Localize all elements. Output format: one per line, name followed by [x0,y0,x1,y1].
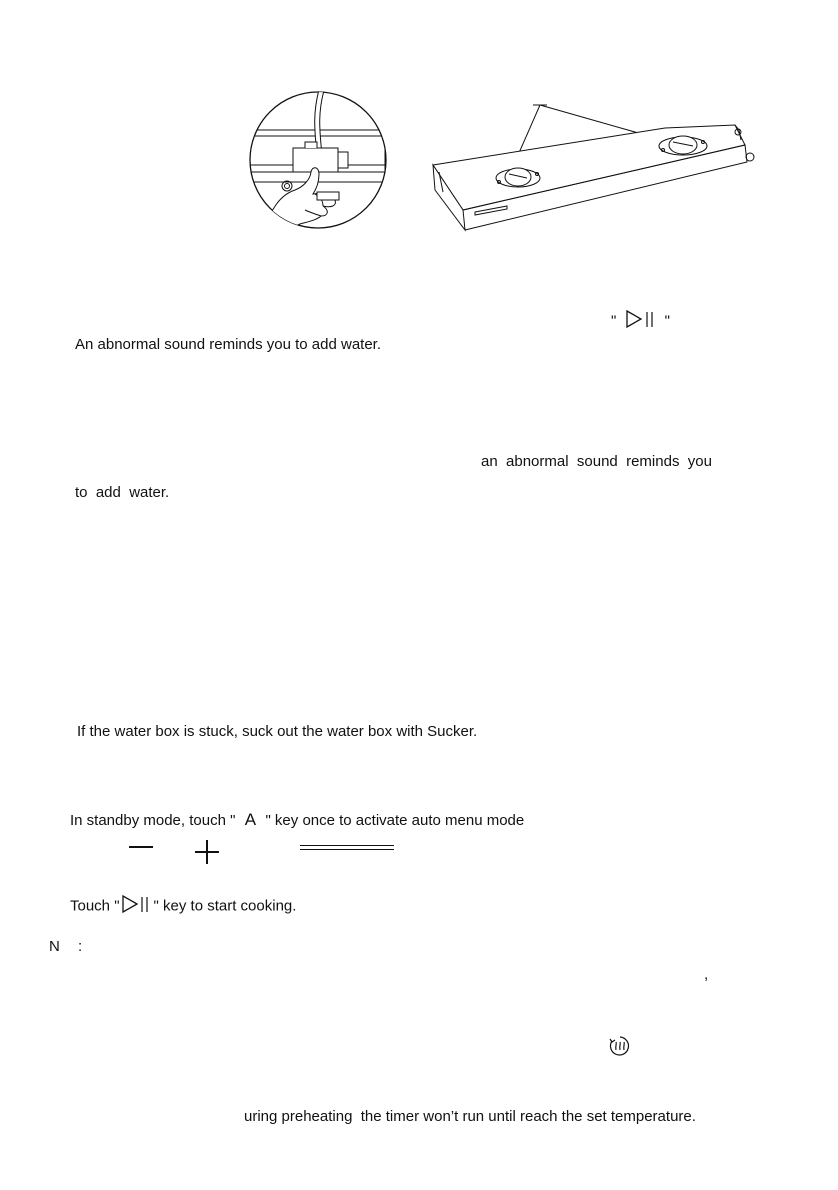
note-colon: : [78,938,83,955]
note-n: N [49,938,60,955]
stuck-water-box-text: If the water box is stuck, suck out the water box with Sucker. [77,723,478,740]
abnormal-sound-text: An abnormal sound reminds you to add water. [75,336,382,353]
touch-before: Touch " [70,897,120,915]
touch-after: " key to start cooking. [153,897,297,915]
play-pause-icon [621,309,661,334]
quote-open: " [611,312,617,330]
steam-heat-icon [608,1034,632,1058]
abnormal-sound-text-2a: an abnormal sound reminds you [481,453,712,470]
note-label [49,938,82,956]
abnormal-sound-text-2b: to add water. [75,484,170,501]
stray-comma: , [704,966,709,983]
standby-instruction [70,811,524,830]
water-box-removal-illustration [245,90,395,235]
preheating-text: uring preheating the timer won’t run until reach the set temperature. [244,1108,696,1125]
play-pause-key-reference [611,309,670,334]
play-pause-icon-2 [120,894,154,919]
standby-before: In standby mode, touch " [70,812,236,829]
double-underline [300,845,394,850]
standby-after: " key once to activate auto menu mode [265,812,525,829]
auto-menu-key: A [244,810,257,829]
touch-start-instruction [70,894,296,919]
minus-icon [129,846,153,848]
quote-close: " [664,312,670,330]
water-box-illustration [425,100,765,235]
plus-icon [195,840,219,864]
